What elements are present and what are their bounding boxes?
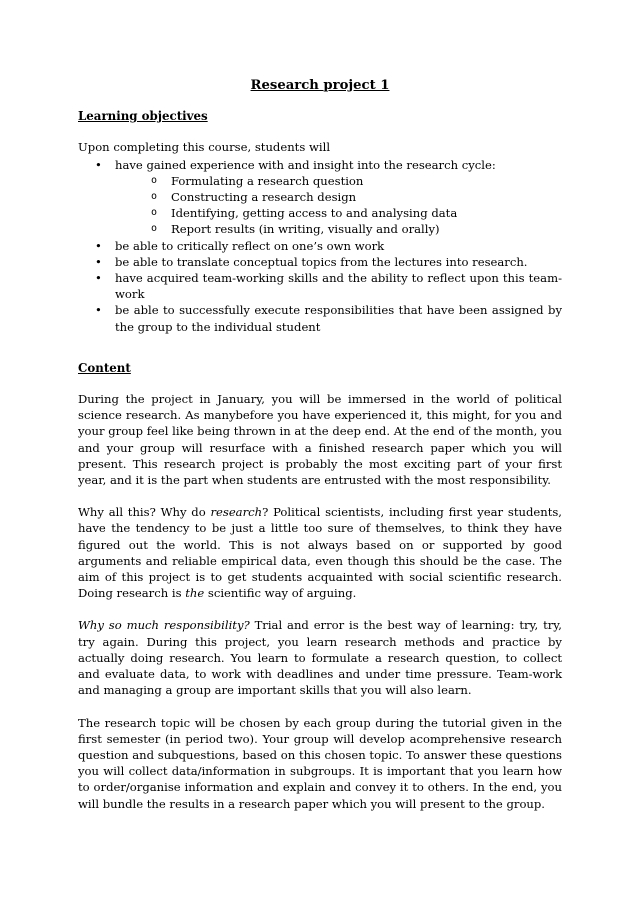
research-cycle-list: [115, 173, 562, 238]
content-paragraph-4: The research topic will be chosen by each group during the tutorial given in the first semester (in period two). Your group will develop acomprehensive research question and subquestions, based on this chosen topic. To answer these questions you will collect data/information in subgroups. It is important that you learn how to order/organise information and explain and convey it to others. In the end, you will bundle the results in a research paper which you will present to the group.: [78, 715, 562, 811]
page-title: Research project 1: [250, 78, 390, 93]
objective-text: have gained experience with and insight into the research cycle:: [115, 157, 496, 172]
emphasis-responsibility: Why so much responsibility?: [78, 618, 250, 633]
objective-item: • be able to translate conceptual topics from the lectures into research.: [78, 254, 562, 270]
objective-item: • have acquired team-working skills and the ability to reflect upon this team-work: [78, 270, 562, 302]
paragraph-text: Why all this? Why do: [78, 505, 211, 520]
content-paragraph-2: [78, 504, 562, 601]
content-paragraph-3: [78, 617, 562, 698]
research-cycle-item: o Formulating a research question: [115, 173, 562, 189]
learning-objectives-heading: Learning objectives: [78, 109, 208, 124]
objectives-list: [78, 157, 562, 335]
paragraph-text: scientific way of arguing.: [204, 586, 357, 601]
paragraph-text: Trial and error is the best way of learning: try, try, try again. During this project, you learn research methods and practice by actually doing research. You learn to formulate a research question, to collect and evaluate data, to work with deadlines and under time pressure. Team-work and managing a group are important skills that you will also learn.: [78, 618, 562, 698]
objective-item: • be able to critically reflect on one’s own work: [78, 238, 562, 254]
objective-item: [78, 157, 562, 238]
emphasis-the: the: [185, 586, 205, 601]
research-cycle-item: o Constructing a research design: [115, 189, 562, 205]
content-paragraph-1: During the project in January, you will be immersed in the world of political science research. As manybefore you have experienced it, this might, for you and your group feel like being thrown in at the deep end. At the end of the month, you and your group will resurface with a finished research paper which you will present. This research project is probably the most exciting part of your first year, and it is the part when students are entrusted with the most responsibility.: [78, 392, 562, 488]
content-heading: Content: [78, 360, 131, 375]
objective-item: • be able to successfully execute responsibilities that have been assigned by the group to the individual student: [78, 302, 562, 334]
research-cycle-item: o Report results (in writing, visually and orally): [115, 221, 562, 237]
objectives-intro: Upon completing this course, students will: [78, 140, 331, 155]
emphasis-research: research: [210, 505, 263, 520]
research-cycle-item: o Identifying, getting access to and analysing data: [115, 205, 562, 221]
paragraph-text: ? Political scientists, including first year students, have the tendency to be just a little too sure of themselves, to think they have figured out the world. This is not always based on or supported by good arguments and reliable empirical data, even though this should be the case. The aim of this project is to get students acquainted with social scientific research. Doing research is: [78, 505, 562, 601]
